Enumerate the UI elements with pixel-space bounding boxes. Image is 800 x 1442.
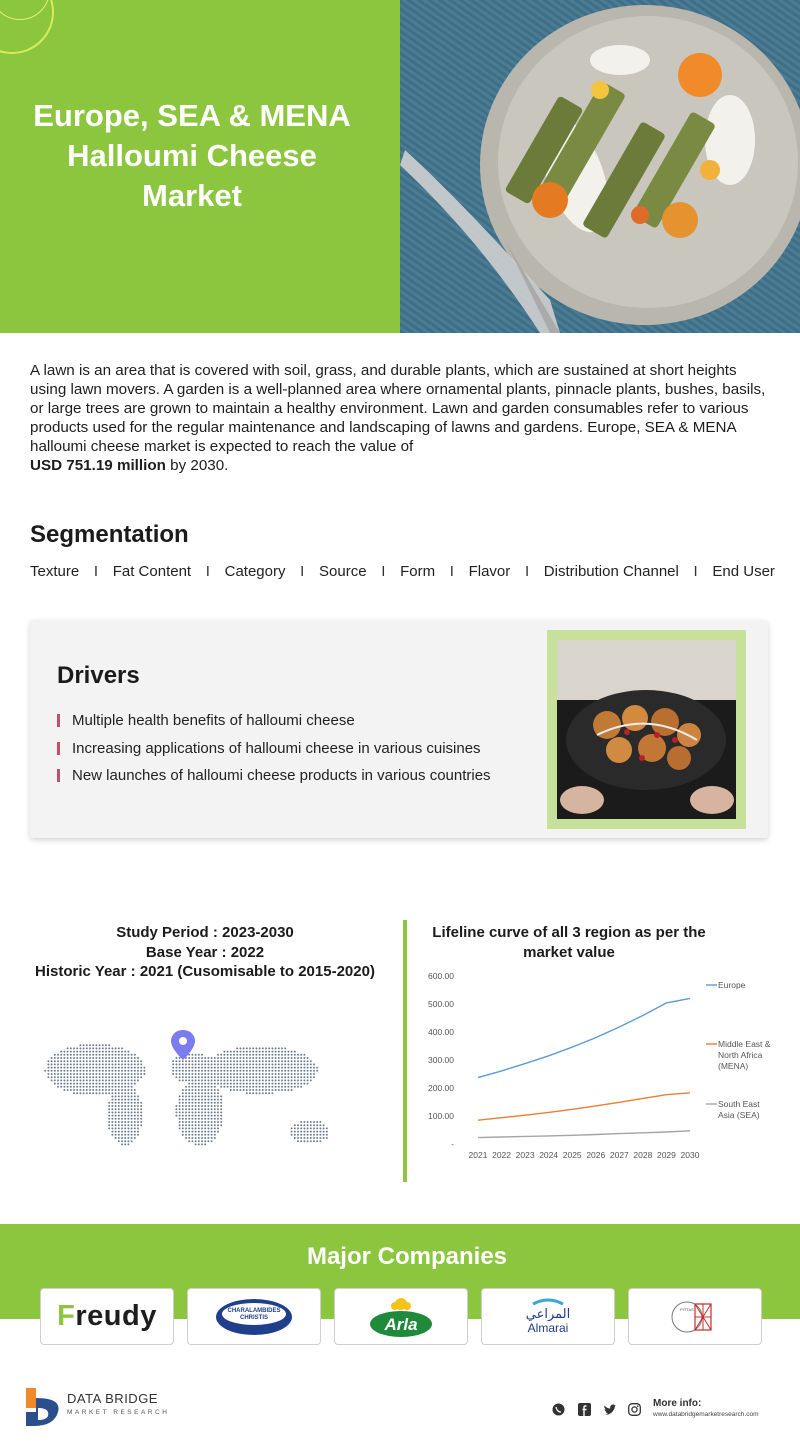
- section-divider: [403, 920, 407, 1182]
- driver-item: [57, 712, 355, 729]
- whatsapp-icon[interactable]: [551, 1402, 566, 1417]
- x-tick-label: 2028: [633, 1150, 653, 1160]
- svg-text:المراعي: المراعي: [525, 1306, 571, 1322]
- company-logo-charalambides: [187, 1288, 321, 1345]
- drivers-title: Drivers: [57, 662, 140, 689]
- driver-text: Multiple health benefits of halloumi cheese: [72, 712, 355, 729]
- driver-item: [57, 740, 481, 757]
- bullet-bar-icon: [57, 714, 60, 727]
- freudy-logo: Freudy: [57, 1300, 157, 1332]
- svg-text:PITTAS: PITTAS: [680, 1306, 694, 1312]
- bullet-bar-icon: [57, 742, 60, 755]
- hero-banner: [0, 0, 800, 333]
- y-tick-label: 200.00: [428, 1083, 454, 1093]
- facebook-icon[interactable]: [577, 1402, 592, 1417]
- segment-separator: I: [93, 563, 99, 580]
- series-line-1: [478, 1093, 690, 1120]
- company-logo-freudy: [40, 1288, 174, 1345]
- page-title: [0, 96, 384, 216]
- segment-item: Category: [224, 563, 286, 580]
- segment-item: Source: [319, 563, 367, 580]
- x-tick-label: 2025: [562, 1150, 582, 1160]
- segment-separator: I: [381, 563, 386, 580]
- title-line: Market: [142, 178, 242, 213]
- legend-label: Europe: [718, 980, 746, 990]
- driver-item: [57, 767, 491, 784]
- title-line: Europe, SEA & MENA: [33, 98, 351, 133]
- x-tick-label: 2026: [586, 1150, 606, 1160]
- hero-title-panel: [0, 0, 400, 333]
- x-tick-label: 2021: [468, 1150, 488, 1160]
- y-tick-label: -: [451, 1139, 454, 1149]
- brand-subtitle: MARKET RESEARCH: [67, 1409, 170, 1416]
- segment-item: Form: [400, 563, 436, 580]
- segment-separator: I: [693, 563, 698, 580]
- legend-label: Asia (SEA): [718, 1110, 760, 1120]
- series-line-2: [478, 1131, 690, 1138]
- segment-separator: I: [449, 563, 454, 580]
- svg-text:CHRISTIS: CHRISTIS: [239, 1314, 269, 1321]
- segment-separator: I: [524, 563, 530, 580]
- svg-text:Arla: Arla: [384, 1314, 418, 1334]
- bullet-bar-icon: [57, 769, 60, 782]
- drivers-card: [30, 620, 768, 838]
- charalambides-logo: [214, 1297, 294, 1337]
- companies-title: Major Companies: [306, 1243, 508, 1270]
- pittas-logo: [665, 1294, 725, 1340]
- base-year: Base Year : 2022: [145, 943, 265, 961]
- halloumi-plate-image: [400, 0, 800, 333]
- company-logo-arla: [334, 1288, 468, 1345]
- driver-text: New launches of halloumi cheese products in various countries: [72, 767, 491, 784]
- chart-title: Lifeline curve of all 3 region as per the market value: [432, 924, 706, 961]
- segment-item: Flavor: [468, 563, 511, 580]
- chart-legend: [706, 980, 771, 1120]
- historic-year: Historic Year : 2021 (Cusomisable to 2015-2020): [35, 963, 375, 980]
- almarai-logo: [513, 1294, 583, 1340]
- intro-suffix: by 2030.: [165, 457, 229, 474]
- location-pin-icon: [171, 1030, 195, 1060]
- x-axis: [469, 1150, 700, 1160]
- y-axis: [428, 971, 454, 1149]
- y-tick-label: 100.00: [428, 1111, 454, 1121]
- title-line: Halloumi Cheese: [67, 138, 317, 173]
- twitter-icon[interactable]: [602, 1402, 617, 1417]
- arla-logo: [366, 1294, 436, 1340]
- driver-text: Increasing applications of halloumi cheese in various cuisines: [72, 740, 481, 757]
- market-value: USD 751.19 million: [30, 457, 166, 474]
- segment-item: Fat Content: [112, 563, 192, 580]
- intro-text: A lawn is an area that is covered with soil, grass, and durable plants, which are sustained at short heights using lawn movers. A garden is a well-planned area where ornamental plants, pinnacle plants, bushes, basils, or large trees are grown to maintain a healthy environment. Lawn and garden consumables refer to various products used for the regular maintenance and landscaping of lawns and gardens. Europe, SEA & MENA halloumi cheese market is expected to reach the value of: [30, 362, 766, 455]
- segment-item: Texture: [30, 563, 80, 580]
- brand-name: DATA BRIDGE: [67, 1391, 158, 1406]
- drivers-photo-frame: [547, 630, 746, 829]
- line-chart: [420, 965, 790, 1170]
- segmentation-list: [30, 563, 775, 580]
- halloumi-bowl-image: [557, 640, 736, 819]
- more-info-label: More info:: [653, 1398, 702, 1409]
- study-info: [30, 923, 380, 982]
- instagram-icon[interactable]: [627, 1402, 642, 1417]
- company-logo-almarai: [481, 1288, 615, 1345]
- legend-label: North Africa: [718, 1050, 763, 1060]
- x-tick-label: 2029: [656, 1150, 676, 1160]
- x-tick-label: 2023: [515, 1150, 535, 1160]
- map-dots: [44, 1044, 328, 1145]
- segmentation-title: Segmentation: [30, 521, 189, 548]
- world-map: [40, 1030, 345, 1160]
- svg-text:Almarai: Almarai: [527, 1320, 569, 1335]
- series-lines: [478, 998, 690, 1137]
- website-link[interactable]: www.databridgemarketresearch.com: [653, 1411, 759, 1418]
- y-tick-label: 400.00: [428, 1027, 454, 1037]
- hero-food-photo: [400, 0, 800, 333]
- y-tick-label: 600.00: [428, 971, 454, 981]
- legend-label: (MENA): [718, 1061, 749, 1071]
- segment-item: Distribution Channel: [543, 563, 679, 580]
- x-tick-label: 2027: [609, 1150, 629, 1160]
- legend-label: South East: [718, 1099, 760, 1109]
- svg-text:CHARALAMBIDES: CHARALAMBIDES: [227, 1307, 281, 1314]
- study-period: Study Period : 2023-2030: [116, 924, 294, 941]
- x-tick-label: 2030: [680, 1150, 700, 1160]
- x-tick-label: 2022: [492, 1150, 512, 1160]
- company-logo-pittas: [628, 1288, 762, 1345]
- segment-separator: I: [300, 563, 305, 580]
- segment-separator: I: [205, 563, 210, 580]
- y-tick-label: 500.00: [428, 999, 454, 1009]
- x-tick-label: 2024: [539, 1150, 559, 1160]
- segment-item: End User: [712, 563, 775, 580]
- y-tick-label: 300.00: [428, 1055, 454, 1065]
- series-line-0: [478, 998, 690, 1077]
- legend-label: Middle East &: [718, 1039, 771, 1049]
- intro-paragraph: [30, 361, 770, 475]
